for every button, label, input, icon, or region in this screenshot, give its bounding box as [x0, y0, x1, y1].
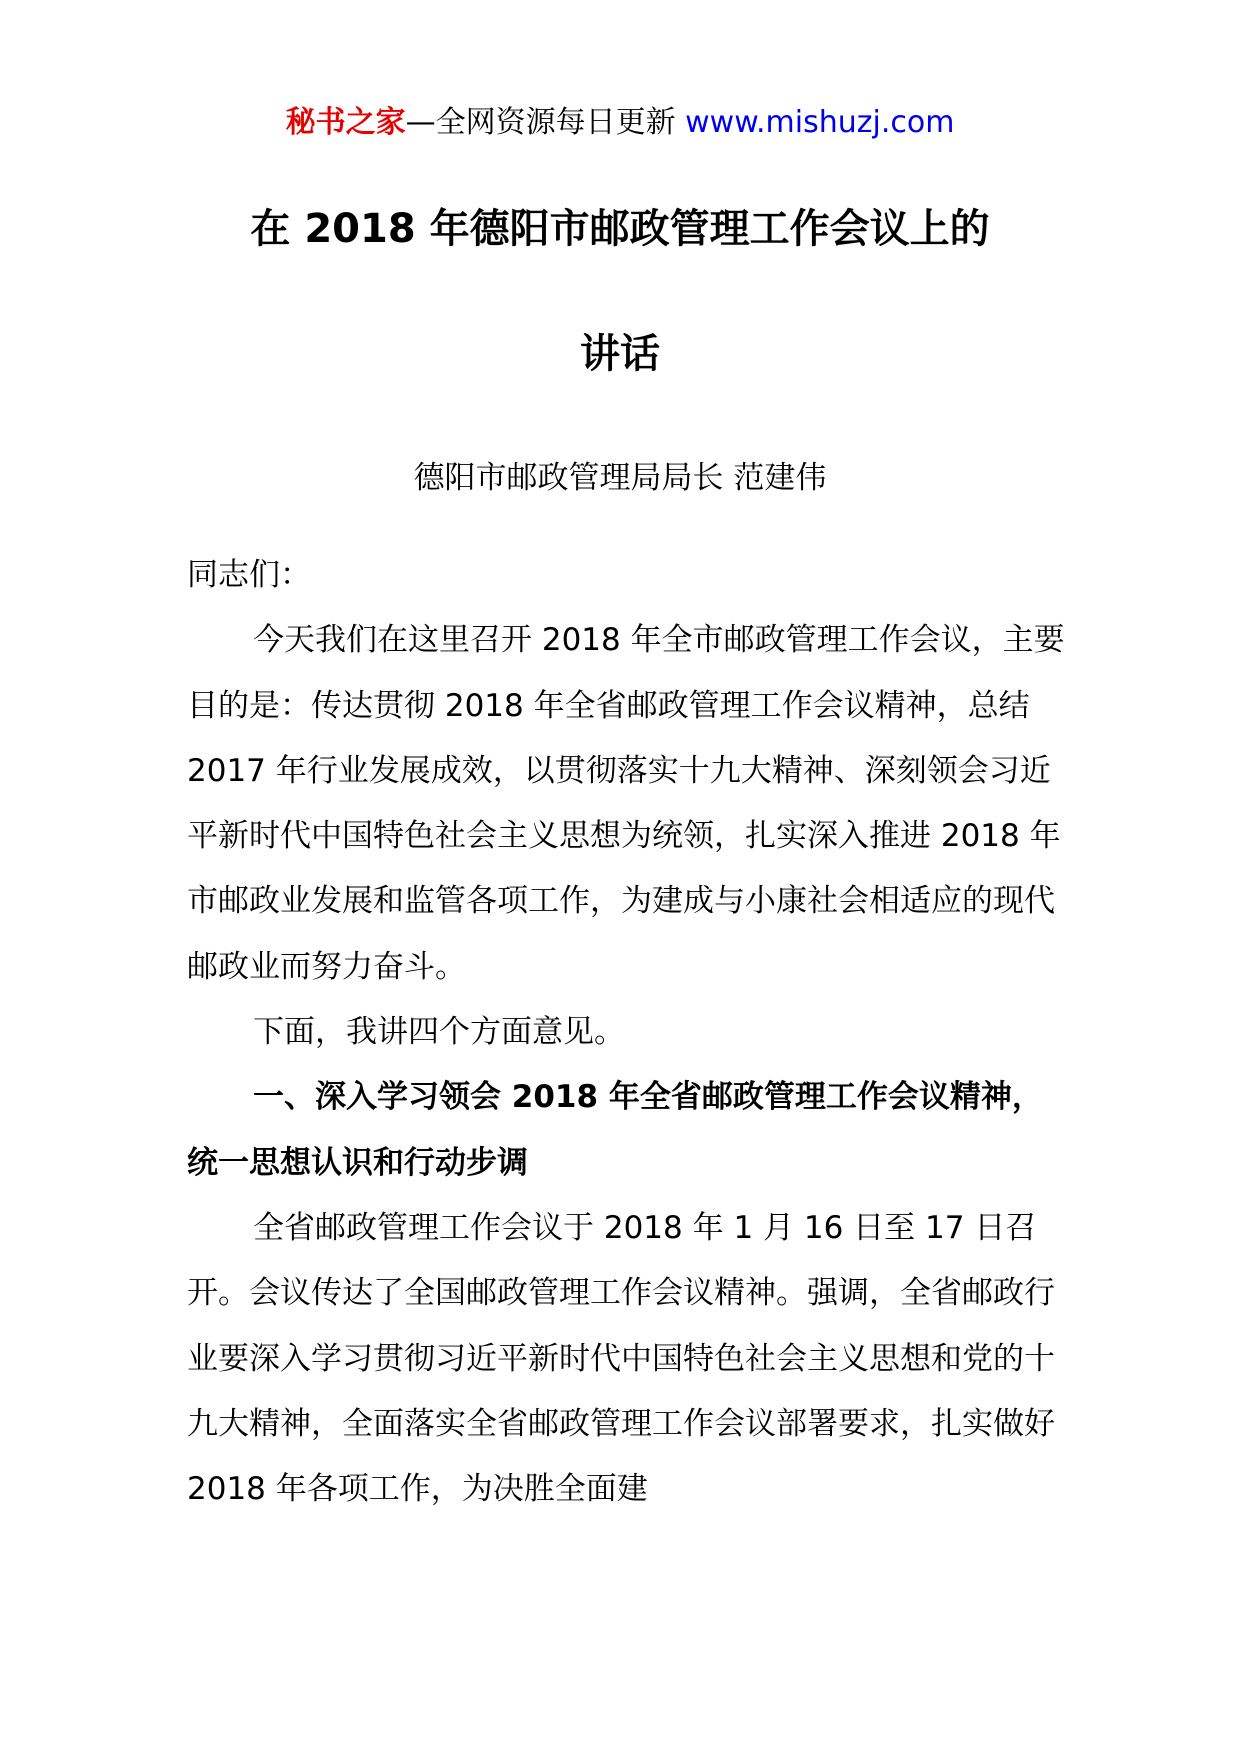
site-url-link[interactable]: www.mishuzj.com: [685, 105, 955, 140]
paragraph-outline: 下面，我讲四个方面意见。: [253, 1014, 625, 1051]
author-line: 德阳市邮政管理局局长 范建伟: [413, 460, 827, 496]
document-title-line-1: 在 2018 年德阳市邮政管理工作会议上的: [250, 206, 990, 252]
salutation: 同志们：: [187, 557, 311, 593]
paragraph-intro: 今天我们在这里召开 2018 年全市邮政管理工作会议，主要目的是：传达贯彻 2018 年全省邮政管理工作会议精神，总结 2017 年行业发展成效，以贯彻落实十九大精神、深刻领会习近平新时代中国特色社会主义思想为统领，扎实深入推进 2018 年市邮政业发展和监管各项工作，为建成与小康社会相适应的现代邮政业而努力奋斗。: [187, 622, 1065, 985]
brand-name: 秘书之家: [285, 105, 406, 140]
document-title-line-2: 讲话: [580, 331, 660, 377]
brand-tagline: —全网资源每日更新: [405, 105, 686, 140]
site-banner: [0, 103, 1240, 143]
document-body: [187, 543, 1067, 1522]
paragraph-section1: 全省邮政管理工作会议于 2018 年 1 月 16 日至 17 日召开。会议传达了全国邮政管理工作会议精神。强调，全省邮政行业要深入学习贯彻习近平新时代中国特色社会主义思想和党的十九大精神，全面落实全省邮政管理工作会议部署要求，扎实做好 2018 年各项工作，为决胜全面建: [187, 1209, 1055, 1508]
section-heading-1: 一、深入学习领会 2018 年全省邮政管理工作会议精神，统一思想认识和行动步调: [187, 1079, 1043, 1181]
